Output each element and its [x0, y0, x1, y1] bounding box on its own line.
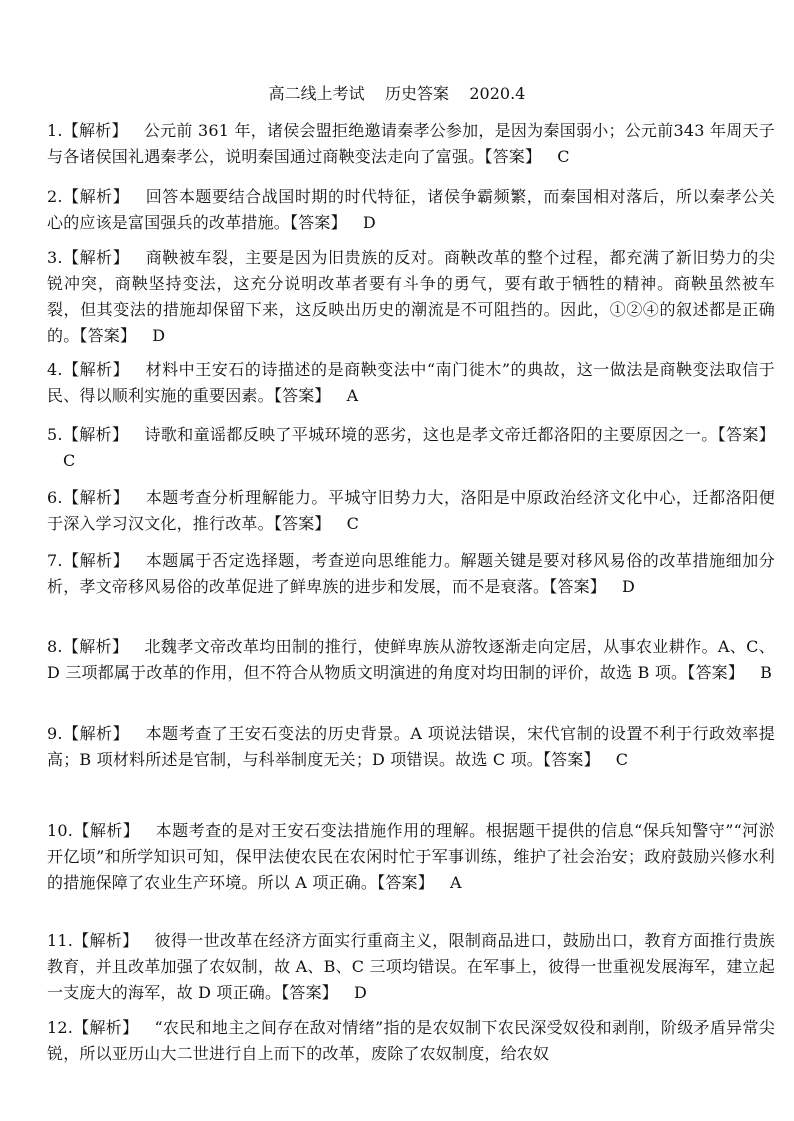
answer-item-11: [47, 928, 775, 1006]
answer-tag: 【答案】: [273, 514, 331, 533]
analysis-text: 本题属于否定选择题，考查逆向思维能力。解题关键是要对移风易俗的改革措施细加分析，孝文帝移风易俗的改革促进了鲜卑族的进步和发展，而不是衰落。: [47, 551, 775, 596]
item-number: 9.: [47, 724, 63, 743]
analysis-tag: 【解析】: [62, 360, 130, 379]
analysis-text: 本题考查了王安石变法的历史背景。A 项说法错误，宋代官制的设置不利于行政效率提高；B 项材料所述是官制，与科举制度无关；D 项错误。故选 C 项。: [47, 724, 775, 769]
item-number: 1.: [47, 121, 63, 140]
answer-tag: 【答案】: [79, 326, 137, 345]
analysis-text: 北魏孝文帝改革均田制的推行，使鲜卑族从游牧逐渐走向定居，从事农业耕作。A、C、D 三项都属于改革的作用，但不符合从物质文明演进的角度对均田制的评价，故选 B 项。: [47, 637, 775, 682]
analysis-tag: 【解析】: [73, 1018, 139, 1037]
answer-item-1: [47, 118, 775, 170]
analysis-text: 商鞅被车裂，主要是因为旧贵族的反对。商鞅改革的整个过程，都充满了新旧势力的尖锐冲突，商鞅坚持变法，这充分说明改革者要有斗争的勇气，要有敢于牺牲的精神。商鞅虽然被车裂，但其变法的措施却保留下来，这反映出历史的潮流是不可阻挡的。因此，①②④的叙述都是正确的。: [47, 248, 775, 345]
answer-value: D: [152, 326, 166, 345]
analysis-text: “农民和地主之间存在敌对情绪”指的是农奴制下农民深受奴役和剥削，阶级矛盾异常尖锐，所以亚历山大二世进行自上而下的改革，废除了农奴制度，给农奴: [47, 1018, 775, 1063]
answer-value: C: [346, 514, 360, 533]
answer-item-12: [47, 1015, 775, 1067]
answer-item-9: [47, 721, 775, 773]
analysis-text: 诗歌和童谣都反映了平城环境的恶劣，这也是孝文帝迁都洛阳的主要原因之一。: [144, 425, 718, 444]
answer-tag: 【答案】: [281, 983, 339, 1002]
item-number: 12.: [47, 1018, 74, 1037]
analysis-tag: 【解析】: [62, 121, 128, 140]
answer-value: A: [346, 386, 359, 405]
analysis-tag: 【解析】: [62, 637, 129, 656]
answer-value: D: [622, 577, 636, 596]
item-number: 8.: [47, 637, 63, 656]
item-number: 10.: [47, 821, 74, 840]
answer-tag: 【答案】: [542, 750, 600, 769]
analysis-text: 本题考查分析理解能力。平城守旧势力大，洛阳是中原政治经济文化中心，迁都洛阳便于深入学习汉文化，推行改革。: [47, 488, 775, 533]
answer-value: D: [354, 983, 368, 1002]
analysis-tag: 【解析】: [62, 551, 130, 570]
item-number: 3.: [47, 248, 63, 267]
item-number: 6.: [47, 488, 63, 507]
analysis-tag: 【解析】: [62, 187, 130, 206]
analysis-tag: 【解析】: [73, 821, 140, 840]
analysis-text: 本题考查的是对王安石变法措施作用的理解。根据题干提供的信息“保兵知警守”“河淤开亿顷”和所学知识可知，保甲法使农民在农闲时忙于军事训练，维护了社会治安；政府鼓励兴修水利的措施保障了农业生产环境。所以 A 项正确。: [47, 821, 775, 892]
answer-tag: 【答案】: [273, 386, 331, 405]
analysis-tag: 【解析】: [62, 425, 129, 444]
analysis-text: 材料中王安石的诗描述的是商鞅变法中“南门徙木”的典故，这一做法是商鞅变法取信于民、得以顺利实施的重要因素。: [47, 360, 775, 405]
page-title: 高二线上考试 历史答案 2020.4: [268, 84, 526, 103]
answer-value: B: [760, 663, 773, 682]
analysis-tag: 【解析】: [62, 724, 130, 743]
answer-value: C: [557, 147, 570, 166]
analysis-text: 回答本题要结合战国时期的时代特征，诸侯争霸频繁，而秦国相对落后，所以秦孝公关心的应该是富国强兵的改革措施。: [47, 187, 775, 232]
answer-item-10: [47, 818, 775, 896]
answer-item-8: [47, 634, 775, 686]
item-number: 4.: [47, 360, 63, 379]
analysis-tag: 【解析】: [62, 248, 130, 267]
item-number: 2.: [47, 187, 63, 206]
answer-value: C: [63, 451, 76, 470]
answer-value: A: [449, 873, 462, 892]
answer-value: C: [615, 750, 629, 769]
answer-tag: 【答案】: [290, 213, 347, 232]
answer-tag: 【答案】: [717, 425, 775, 444]
answer-item-2: [47, 184, 775, 236]
analysis-text: 彼得一世改革在经济方面实行重商主义，限制商品进口，鼓励出口，教育方面推行贵族教育，并且改革加强了农奴制，故 A、B、C 三项均错误。在军事上，彼得一世重视发展海军，建立起一支庞大的海军，故 D 项正确。: [47, 931, 775, 1002]
item-number: 5.: [47, 425, 63, 444]
answer-item-5: [47, 422, 775, 474]
answer-tag: 【答案】: [377, 873, 434, 892]
answer-item-6: [47, 485, 775, 537]
analysis-text: 公元前 361 年，诸侯会盟拒绝邀请秦孝公参加，是因为秦国弱小；公元前343 年周天子与各诸侯国礼遇秦孝公，说明秦国通过商鞅变法走向了富强。: [47, 121, 775, 166]
item-number: 11.: [47, 931, 74, 950]
analysis-tag: 【解析】: [62, 488, 130, 507]
answer-item-4: [47, 357, 775, 409]
answer-value: D: [362, 213, 376, 232]
item-number: 7.: [47, 551, 63, 570]
answer-item-7: [47, 548, 775, 600]
answer-tag: 【答案】: [549, 577, 607, 596]
answer-tag: 【答案】: [484, 147, 542, 166]
answer-item-3: [47, 245, 775, 349]
answer-tag: 【答案】: [687, 663, 745, 682]
analysis-tag: 【解析】: [73, 931, 139, 950]
